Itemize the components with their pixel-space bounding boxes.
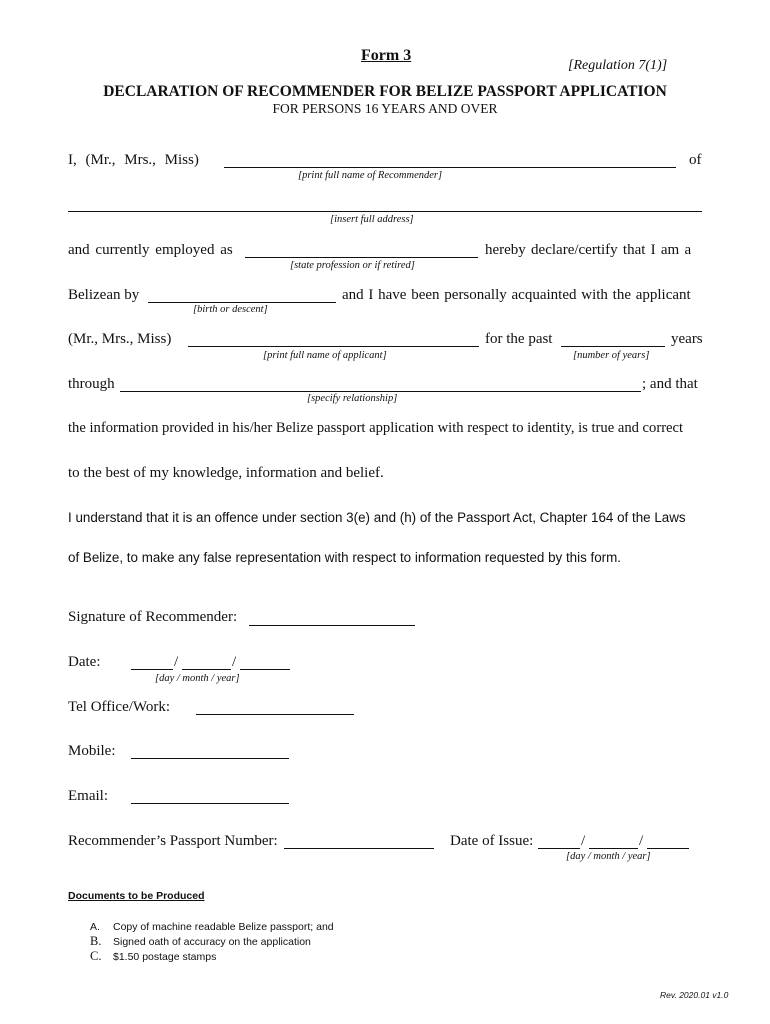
date-label: Date: [68,654,101,670]
issue-month-field[interactable] [589,848,638,849]
applicant-middle: for the past [485,331,553,347]
form-number: Form 3 [361,47,412,64]
form-title: DECLARATION OF RECOMMENDER FOR BELIZE PASSPORT APPLICATION [103,83,667,100]
relationship-hint: [specify relationship] [307,393,398,404]
issue-date-hint: [day / month / year] [566,851,651,862]
list-marker: C. [90,949,102,963]
list-marker: B. [90,934,102,948]
employed-prefix: and currently employed as [68,242,233,258]
tel-label: Tel Office/Work: [68,699,171,715]
applicant-name-field[interactable] [188,346,479,347]
date-year-field[interactable] [240,669,290,670]
profession-hint: [state profession or if retired] [290,260,415,271]
date-hint: [day / month / year] [155,673,240,684]
applicant-name-hint: [print full name of applicant] [263,350,387,361]
belizean-suffix: and I have been personally acquainted with the applicant [342,287,691,303]
issue-separator-2: / [639,833,644,849]
passport-number-label: Recommender’s Passport Number: [68,833,278,849]
address-hint: [insert full address] [330,214,414,225]
intro-suffix: of [689,152,702,168]
intro-prefix: I, (Mr., Mrs., Miss) [68,152,199,168]
address-field[interactable] [68,211,702,212]
issue-separator-1: / [581,833,586,849]
list-marker: A. [90,921,100,933]
form-subtitle: FOR PERSONS 16 YEARS AND OVER [272,101,498,116]
issue-day-field[interactable] [538,848,580,849]
list-item-text: Signed oath of accuracy on the application [113,936,311,948]
passport-number-field[interactable] [284,848,434,849]
through-suffix: ; and that [642,376,698,392]
recommender-name-field[interactable] [224,167,676,168]
relationship-field[interactable] [120,391,641,392]
birth-descent-field[interactable] [148,302,336,303]
issue-date-label: Date of Issue: [450,833,534,849]
regulation-reference: [Regulation 7(1)] [568,58,668,73]
issue-year-field[interactable] [647,848,689,849]
list-item [90,947,216,965]
years-field[interactable] [561,346,665,347]
date-separator-2: / [232,654,237,670]
offence-line-2: of Belize, to make any false representation with respect to information requested by this form. [68,550,622,565]
date-day-field[interactable] [131,669,173,670]
statement-line-2: to the best of my knowledge, information and belief. [68,465,384,481]
list-item-text: Copy of machine readable Belize passport; and [113,921,334,933]
documents-heading: Documents to be Produced [68,890,205,902]
date-month-field[interactable] [182,669,231,670]
email-label: Email: [68,788,108,804]
mobile-label: Mobile: [68,743,116,759]
birth-descent-hint: [birth or descent] [193,304,268,315]
list-item-text: $1.50 postage stamps [113,951,217,963]
through-prefix: through [68,376,115,392]
tel-field[interactable] [196,714,354,715]
email-field[interactable] [131,803,289,804]
date-separator-1: / [174,654,179,670]
applicant-prefix: (Mr., Mrs., Miss) [68,331,172,347]
recommender-name-hint: [print full name of Recommender] [298,170,443,181]
mobile-field[interactable] [131,758,289,759]
revision-label: Rev. 2020.01 v1.0 [660,990,729,1000]
belizean-prefix: Belizean by [68,287,140,303]
signature-field[interactable] [249,625,415,626]
offence-line-1: I understand that it is an offence under section 3(e) and (h) of the Passport Act, Chapter 164 of the Laws [68,510,686,525]
applicant-suffix: years [671,331,703,347]
profession-field[interactable] [245,257,478,258]
signature-label: Signature of Recommender: [68,609,238,625]
statement-line-1: the information provided in his/her Belize passport application with respect to identity, is true and correct [68,420,684,436]
employed-suffix: hereby declare/certify that I am a [485,242,692,258]
years-hint: [number of years] [573,350,650,361]
